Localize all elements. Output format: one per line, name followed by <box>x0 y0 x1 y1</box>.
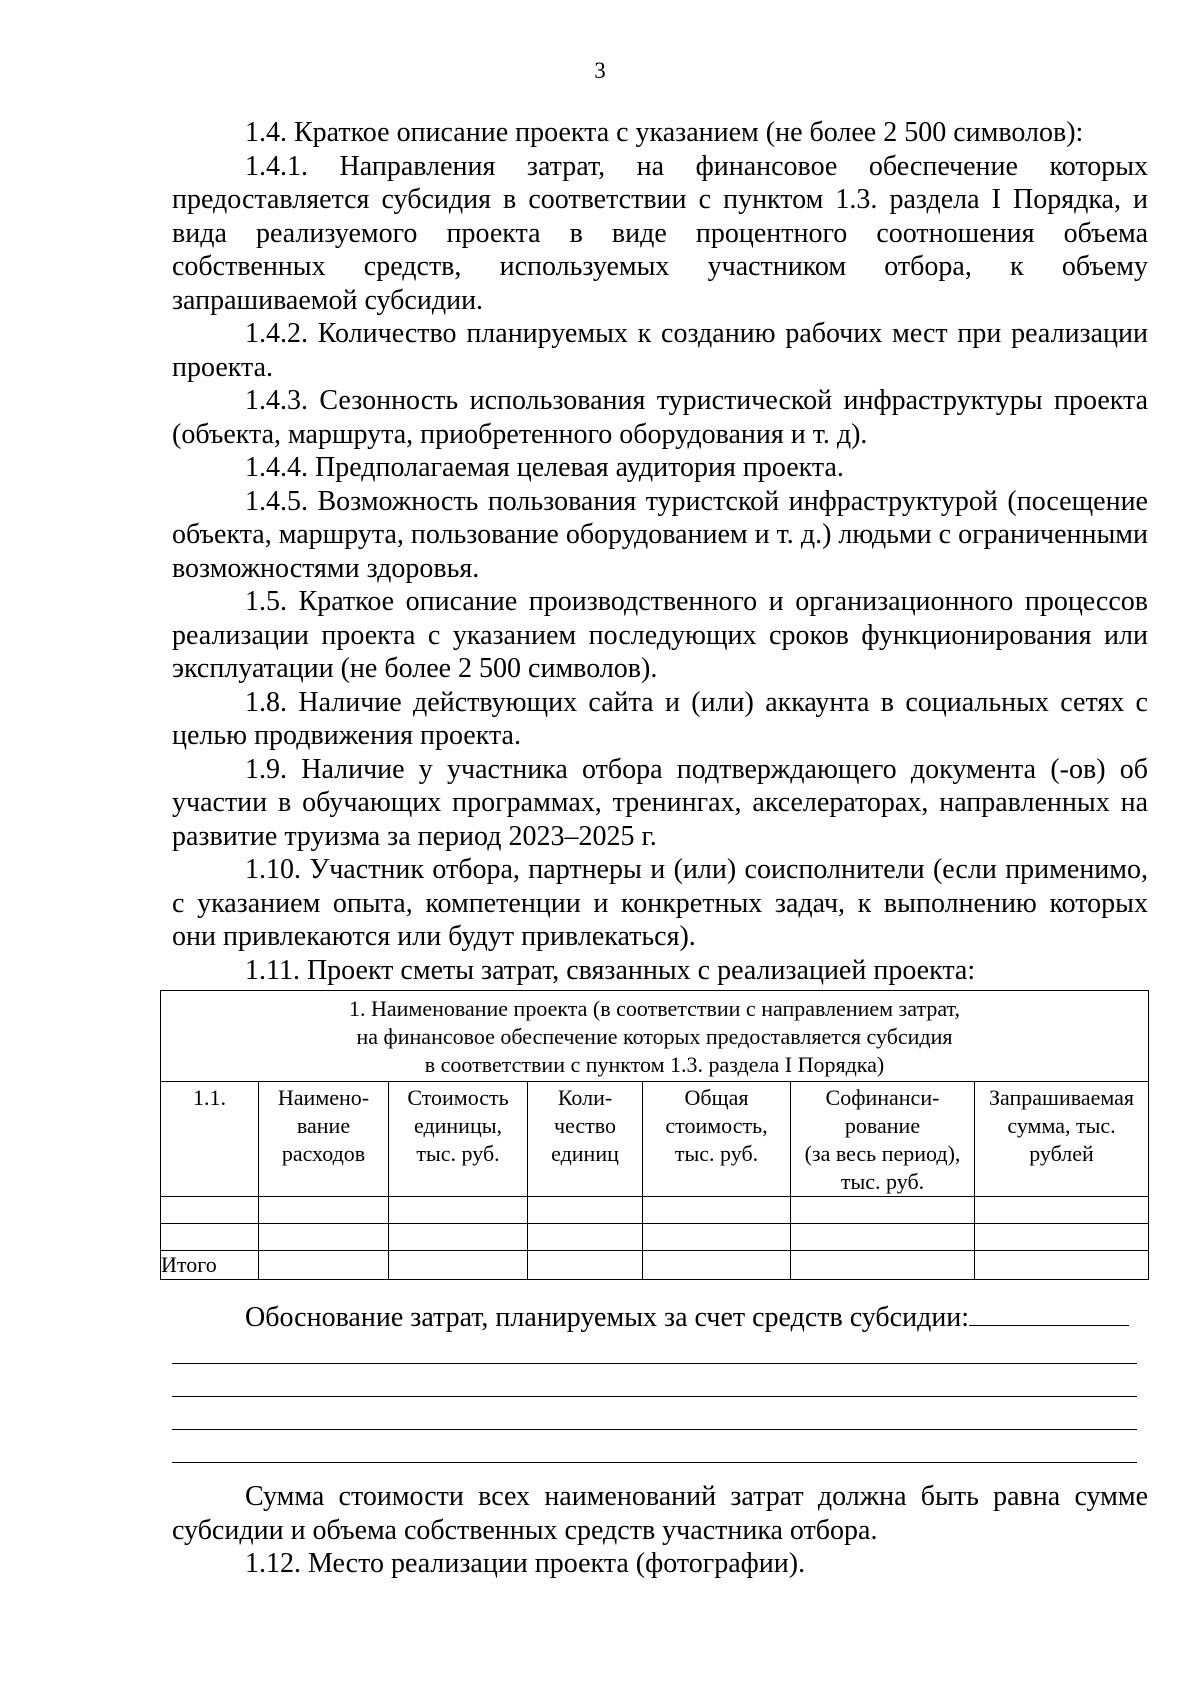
justification-fill-line[interactable] <box>172 1396 1137 1397</box>
table-cell[interactable] <box>161 1197 259 1224</box>
table-cell[interactable] <box>643 1251 791 1280</box>
table-cell[interactable] <box>259 1224 389 1251</box>
table-title-cell <box>161 991 1149 1082</box>
header-total-cost <box>643 1082 791 1197</box>
header-line: тыс. руб. <box>674 1141 759 1166</box>
table-row <box>161 1197 1149 1224</box>
page-number: 3 <box>594 58 606 83</box>
table-cell[interactable] <box>791 1197 975 1224</box>
paragraph-1-4-3: 1.4.3. Сезонность использования туристической инфраструктуры проекта (объекта, маршрута, приобретенного оборудования и т. д). <box>172 385 1148 450</box>
table-cell[interactable] <box>643 1197 791 1224</box>
justification-blank[interactable] <box>969 1301 1129 1326</box>
header-line: Наимено- <box>277 1085 370 1110</box>
header-line: Софинанси- <box>825 1085 940 1110</box>
table-cell[interactable] <box>791 1251 975 1280</box>
paragraph-1-4-2: 1.4.2. Количество планируемых к созданию рабочих мест при реализации проекта. <box>172 318 1148 383</box>
header-line: расходов <box>281 1141 366 1166</box>
header-line: Общая <box>684 1085 749 1110</box>
row-number-cell <box>161 1082 259 1197</box>
table-total-row <box>161 1251 1149 1280</box>
header-line: стоимость, <box>665 1113 768 1138</box>
justification-line <box>172 1301 1148 1335</box>
sum-note-block <box>172 1480 1148 1581</box>
header-line: тыс. руб. <box>416 1141 500 1166</box>
justification-label: Обоснование затрат, планируемых за счет средств субсидии: <box>245 1302 970 1333</box>
paragraph-1-5: 1.5. Краткое описание производственного и организационного процессов реализации проекта с указанием последующих сроков функционирования или эксплуатации (не более 2 500 символов). <box>172 586 1148 684</box>
table-cell[interactable] <box>389 1224 528 1251</box>
table-cell[interactable] <box>528 1224 643 1251</box>
table-title-line: на финансовое обеспечение которых предоставляется субсидия <box>356 1024 953 1049</box>
header-line: Запрашиваемая <box>988 1085 1135 1110</box>
justification-fill-line[interactable] <box>172 1462 1137 1463</box>
header-cofinancing <box>791 1082 975 1197</box>
header-unit-cost <box>389 1082 528 1197</box>
header-line: Коли- <box>557 1085 613 1110</box>
table-cell[interactable] <box>791 1224 975 1251</box>
paragraph-1-4: 1.4. Краткое описание проекта с указанием (не более 2 500 символов): <box>245 117 1084 148</box>
paragraph-1-11: 1.11. Проект сметы затрат, связанных с реализацией проекта: <box>245 954 976 986</box>
paragraph-1-12: 1.12. Место реализации проекта (фотографии). <box>245 1548 806 1579</box>
row-number: 1.1. <box>193 1085 226 1110</box>
table-cell[interactable] <box>975 1251 1149 1280</box>
table-cell[interactable] <box>975 1197 1149 1224</box>
table-cell[interactable] <box>259 1197 389 1224</box>
paragraph-1-4-1: 1.4.1. Направления затрат, на финансовое обеспечение которых предоставляется субсидия в соответствии с пунктом 1.3. раздела I Порядка, и вида реализуемого проекта в виде процентного соотношения объема собственных средств, используемых участником отбора, к объему запрашиваемой субсидии. <box>172 150 1148 316</box>
paragraph-1-4-4: 1.4.4. Предполагаемая целевая аудитория проекта. <box>245 452 844 483</box>
table-row <box>161 1224 1149 1251</box>
header-line: рование <box>844 1113 921 1138</box>
header-line: сумма, тыс. <box>1007 1113 1116 1138</box>
table-header-row <box>161 1082 1149 1197</box>
table-cell[interactable] <box>528 1251 643 1280</box>
table-cell[interactable] <box>643 1224 791 1251</box>
table-cell[interactable] <box>975 1224 1149 1251</box>
header-line: рублей <box>1029 1141 1094 1166</box>
total-label: Итого <box>161 1251 259 1280</box>
header-line: чество <box>554 1113 616 1138</box>
header-expense-name <box>259 1082 389 1197</box>
table-cell[interactable] <box>528 1197 643 1224</box>
header-requested-amount <box>975 1082 1149 1197</box>
paragraph-1-10: 1.10. Участник отбора, партнеры и (или) соисполнители (если применимо, с указанием опыта, компетенции и конкретных задач, к выполнению которых они привлекаются или будут привлекаться). <box>172 854 1148 952</box>
paragraph-1-8: 1.8. Наличие действующих сайта и (или) аккаунта в социальных сетях с целью продвижения проекта. <box>172 686 1148 751</box>
justification-fill-line[interactable] <box>172 1363 1137 1364</box>
cost-estimate-table <box>160 990 1149 1280</box>
header-line: единицы, <box>413 1113 503 1138</box>
header-quantity <box>528 1082 643 1197</box>
header-line: (за весь период), <box>804 1141 961 1166</box>
table-cell[interactable] <box>259 1251 389 1280</box>
table-title-line: 1. Наименование проекта (в соответствии с направлением затрат, <box>349 996 960 1021</box>
paragraph-1-4-5: 1.4.5. Возможность пользования туристской инфраструктурой (посещение объекта, маршрута, пользование оборудованием и т. д.) людьми с ограниченными возможностями здоровья. <box>172 485 1148 584</box>
table-title-row <box>161 991 1149 1082</box>
header-line: вание <box>296 1113 351 1138</box>
document-body <box>172 116 1148 987</box>
justification-paragraph <box>172 1301 1148 1335</box>
header-line: единиц <box>551 1141 619 1166</box>
table-cell[interactable] <box>389 1197 528 1224</box>
table-cell[interactable] <box>389 1251 528 1280</box>
header-line: тыс. руб. <box>840 1169 925 1194</box>
paragraph-1-9: 1.9. Наличие у участника отбора подтверждающего документа (-ов) об участии в обучающих программах, тренингах, акселераторах, направленных на развитие труизма за период 2023–2025 г. <box>172 753 1148 852</box>
header-line: Стоимость <box>407 1085 509 1110</box>
sum-note: Сумма стоимости всех наименований затрат должна быть равна сумме субсидии и объема собственных средств участника отбора. <box>172 1481 1148 1546</box>
justification-fill-line[interactable] <box>172 1429 1137 1430</box>
table-cell[interactable] <box>161 1224 259 1251</box>
table-title-line: в соответствии с пунктом 1.3. раздела I Порядка) <box>424 1052 885 1077</box>
